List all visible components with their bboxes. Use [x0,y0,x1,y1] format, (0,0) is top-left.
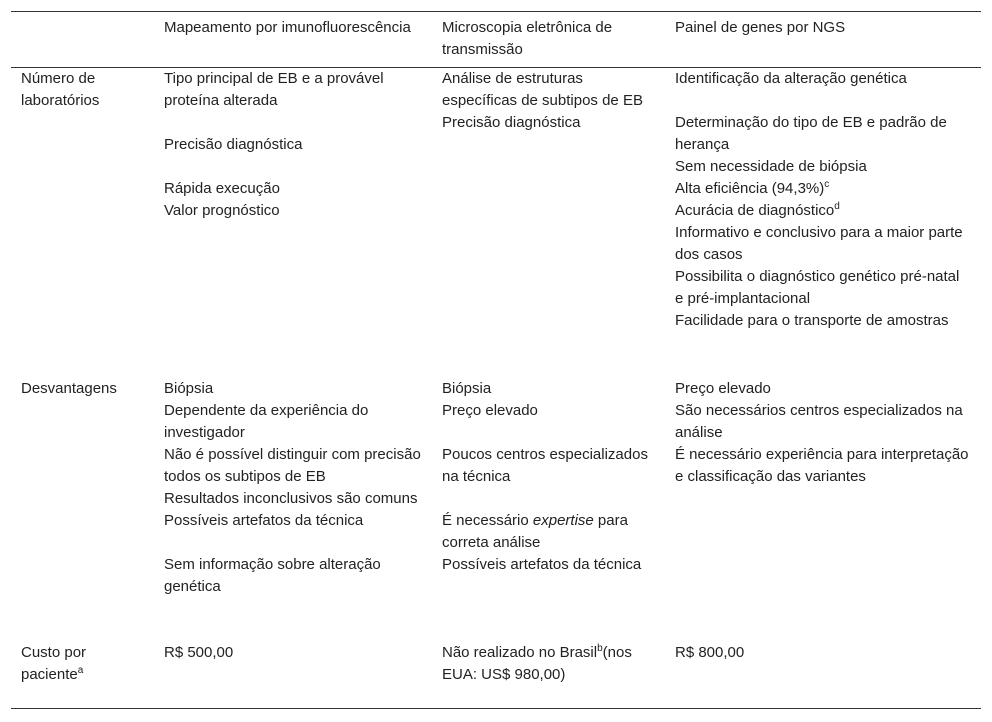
cell-text: Alta eficiência (94,3%) [675,180,825,197]
cell-line [442,510,655,554]
table-row [11,68,981,378]
table-cell [432,378,665,642]
cell-line: Precisão diagnóstica [442,114,581,131]
cell-line [675,200,971,222]
cell-line: Possíveis artefatos da técnica [442,556,642,573]
cell-text: para correta análise [442,512,628,551]
row-label-text: Número de laboratórios [21,70,100,109]
header-cell-empty [11,12,154,67]
cell-line: Possibilita o diagnóstico genético pré-natal e pré-implantacional [675,268,960,307]
cell-line: Informativo e conclusivo para a maior parte dos casos [675,224,963,263]
cell-line: É necessário experiência para interpretação e classificação das variantes [675,446,969,485]
row-label [11,68,154,378]
footnote-marker: d [834,201,840,212]
cell-line: Preço elevado [675,380,771,397]
row-label [11,642,154,708]
table-cell [154,68,432,378]
cell-line: Sem necessidade de biópsia [675,158,867,175]
cell-text: Não realizado no Brasil [442,644,598,661]
cell-line: Poucos centros especializados na técnica [442,446,648,485]
italic-term: expertise [532,512,594,529]
cell-line: Identificação da alteração genética [675,70,907,87]
table-cell [665,378,981,642]
cell-line: Possíveis artefatos da técnica [164,512,364,529]
cell-line: Tipo principal de EB e a provável proteína alterada [164,70,384,109]
cell-line: Não é possível distinguir com precisão todos os subtipos de EB [164,446,421,485]
header-cell-immunofluorescence: Mapeamento por imunofluorescência [164,19,411,36]
table-header-row [11,12,981,67]
cell-line: Preço elevado [442,402,538,419]
cell-line: Precisão diagnóstica [164,136,303,153]
cell-text: É necessário [442,512,533,529]
header-cell-electron-microscopy: Microscopia eletrônica de transmissão [442,19,613,58]
footnote-marker: a [77,665,84,676]
table-cell [154,378,432,642]
table-cell [432,68,665,378]
cell-line: Valor prognóstico [164,202,280,219]
cell-line: Biópsia [442,380,492,397]
cell-line: Dependente da experiência do investigador [164,402,369,441]
row-label [11,378,154,642]
cell-line: Biópsia [164,380,214,397]
cell-line [675,178,971,200]
table-row [11,642,981,708]
bottom-rule [11,708,981,709]
cost-value: R$ 500,00 [164,644,234,661]
table-cell [432,642,665,708]
table-cell [154,642,432,708]
cell-line: Análise de estruturas específicas de subtipos de EB [442,70,643,109]
cell-text: Acurácia de diagnóstico [675,202,835,219]
row-label-text: Desvantagens [21,380,117,397]
cost-value: R$ 800,00 [675,644,745,661]
footnote-marker: b [597,643,603,654]
cell-line: São necessários centros especializados na análise [675,402,963,441]
row-label-text: Custo por paciente [21,644,87,683]
cell-line: Rápida execução [164,180,280,197]
table-cell [665,68,981,378]
cell-line: Resultados inconclusivos são comuns [164,490,418,507]
footnote-marker: c [824,179,830,190]
cell-text: (nos EUA: US$ 980,00) [442,644,632,683]
cell-line: Sem informação sobre alteração genética [164,556,381,595]
comparison-table [11,11,981,709]
header-cell-ngs-panel: Painel de genes por NGS [675,19,846,36]
cell-line: Facilidade para o transporte de amostras [675,312,949,329]
table-row [11,378,981,642]
table-cell [665,642,981,708]
cell-line: Determinação do tipo de EB e padrão de herança [675,114,947,153]
